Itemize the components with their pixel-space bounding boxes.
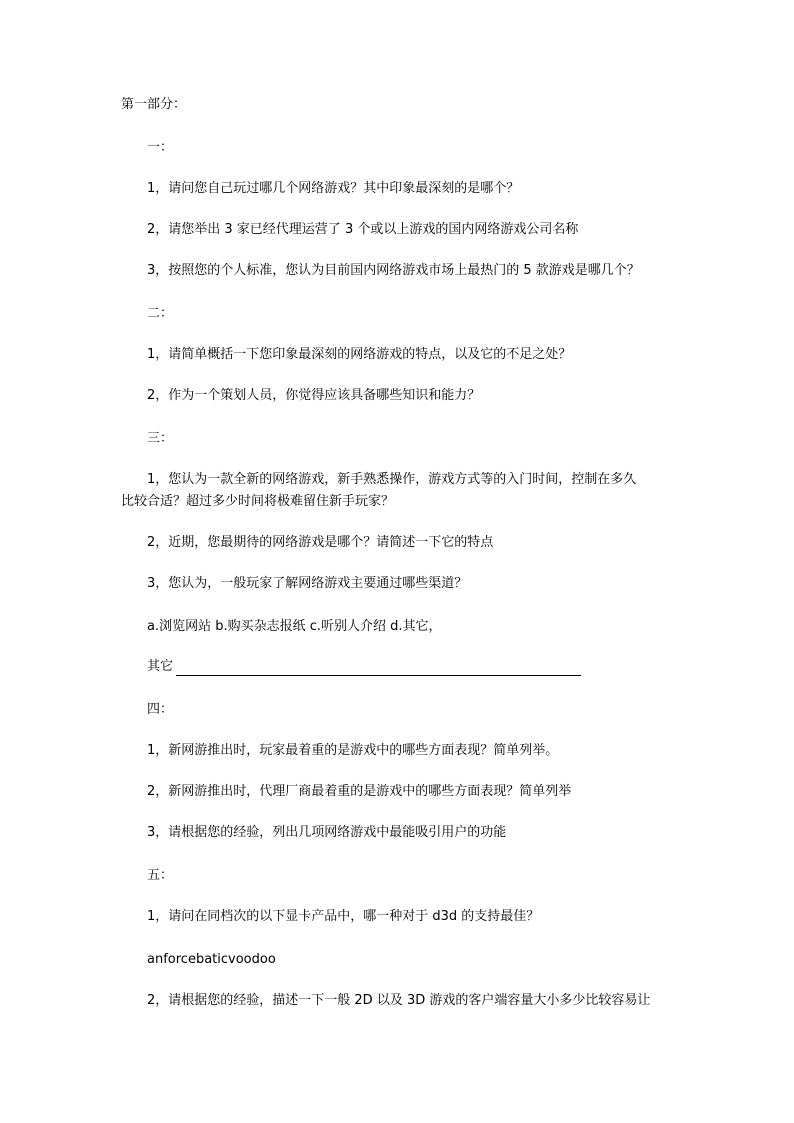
question-4-3: 3，请根据您的经验，列出几项网络游戏中最能吸引用户的功能 bbox=[147, 825, 507, 840]
question-5-1: 1，请问在同档次的以下显卡产品中，哪一种对于 d3d 的支持最佳？ bbox=[147, 909, 540, 924]
section-4-heading: 四： bbox=[147, 702, 174, 717]
question-4-2: 2，新网游推出时，代理厂商最着重的是游戏中的哪些方面表现？简单列举 bbox=[147, 784, 572, 799]
answer-text: anforcebaticvoodoo bbox=[147, 952, 276, 967]
other-label: 其它 bbox=[147, 659, 174, 674]
question-3-1-line-1: 1，您认为一款全新的网络游戏，新手熟悉操作，游戏方式等的入门时间，控制在多久 bbox=[147, 472, 637, 487]
question-1-2: 2，请您举出 3 家已经代理运营了 3 个或以上游戏的国内网络游戏公司名称 bbox=[147, 222, 579, 237]
section-5-heading: 五： bbox=[147, 868, 174, 883]
question-4-1: 1，新网游推出时，玩家最着重的是游戏中的哪些方面表现？简单列举。 bbox=[147, 743, 559, 758]
section-2-heading: 二： bbox=[147, 306, 174, 321]
question-1-3: 3，按照您的个人标准，您认为目前国内网络游戏市场上最热门的 5 款游戏是哪几个？ bbox=[147, 263, 640, 278]
section-1-heading: 一： bbox=[147, 140, 174, 155]
question-3-1-line-2: 比较合适？超过多少时间将极难留住新手玩家？ bbox=[121, 494, 395, 509]
part-title: 第一部分： bbox=[121, 97, 187, 112]
question-3-2: 2，近期，您最期待的网络游戏是哪个？请简述一下它的特点 bbox=[147, 535, 494, 550]
fill-in-blank-line bbox=[176, 675, 581, 676]
question-2-1: 1，请简单概括一下您印象最深刻的网络游戏的特点，以及它的不足之处？ bbox=[147, 347, 572, 362]
section-3-heading: 三： bbox=[147, 431, 174, 446]
question-2-2: 2，作为一个策划人员，你觉得应该具备哪些知识和能力？ bbox=[147, 388, 481, 403]
question-3-3: 3，您认为，一般玩家了解网络游戏主要通过哪些渠道？ bbox=[147, 576, 468, 591]
question-1-1: 1，请问您自己玩过哪几个网络游戏？其中印象最深刻的是哪个？ bbox=[147, 181, 520, 196]
answer-options: a.浏览网站 b.购买杂志报纸 c.听别人介绍 d.其它， bbox=[147, 619, 442, 634]
question-5-2: 2，请根据您的经验，描述一下一般 2D 以及 3D 游戏的客户端容量大小多少比较容易让 bbox=[147, 993, 651, 1008]
